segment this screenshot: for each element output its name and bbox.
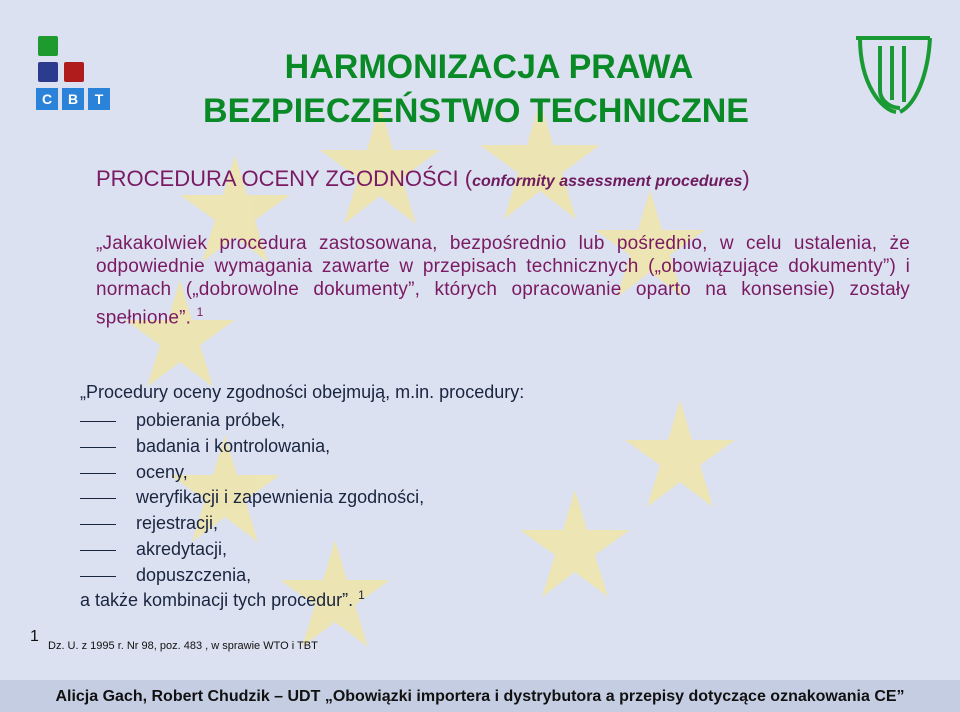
- definition-footnote-ref: 1: [196, 305, 204, 319]
- list-footnote-ref: 1: [358, 588, 365, 602]
- dash-bullet: [80, 447, 116, 448]
- slide: C B T HARMONIZACJA PRAWA BEZPIECZEŃSTWO TECHNICZNE PROCEDURA OCENY ZGODNOŚCI (conformity assessment procedures) „Jakakolwiek procedura zastosowana, bezpośrednio lub pośrednio, w celu ustalenia, że odpowiednie wymagania zawarte w przepisach technicznych („obowiązujące dokumenty”) i normach („dobrowolne dokumenty”, których opracowanie oparto na konsensie) zostały spełnione”. $^1$ „Procedury oceny zgodności obejmują, m.in. procedury: pobierania próbek, badania i kontrolowania, oceny, weryfikacji i zapewnienia zgodności, rejestracji, akredytacji, dopuszczenia, a także kombinacji tych procedur”. $^1$ 1 Dz. U. z 1995 r. Nr 98, poz. 483 , w sprawie WTO i TBT: [0, 0, 960, 680]
- list-closing: [80, 588, 365, 611]
- definition-text: „Jakakolwiek procedura zastosowana, bezpośrednio lub pośrednio, w celu ustalenia, że odpowiednie wymagania zawarte w przepisach technicznych („obowiązujące dokumenty”) i normach („dobrowolne dokumenty”, których opracowanie oparto na konsensie) zostały spełnione”.: [96, 233, 910, 329]
- dash-bullet: [80, 576, 116, 577]
- dash-bullet: [80, 524, 116, 525]
- dash-bullet: [80, 421, 116, 422]
- footnote-text: Dz. U. z 1995 r. Nr 98, poz. 483 , w sprawie WTO i TBT: [48, 640, 318, 652]
- dash-bullet: [80, 498, 116, 499]
- dash-bullet: [80, 473, 116, 474]
- subtitle: [96, 166, 750, 192]
- cbt-letter-t: T: [88, 88, 110, 110]
- star-icon: [625, 400, 735, 507]
- list-closing-text: a także kombinacji tych procedur”.: [80, 590, 354, 610]
- cbt-letter-c: C: [36, 88, 58, 110]
- title-line-1: HARMONIZACJA PRAWA: [284, 48, 694, 86]
- subtitle-main: PROCEDURA OCENY ZGODNOŚCI (: [96, 166, 473, 191]
- footer-text: Alicja Gach, Robert Chudzik – UDT „Obowiązki importera i dystrybutora a przepisy dotyczące oznakowania CE”: [55, 688, 905, 705]
- list-intro: „Procedury oceny zgodności obejmują, m.in. procedury:: [80, 382, 525, 402]
- title-line-2: BEZPIECZEŃSTWO TECHNICZNE: [203, 92, 749, 130]
- footer-bar: [0, 680, 960, 712]
- star-icon: [520, 490, 630, 597]
- cbt-letter-b: B: [62, 88, 84, 110]
- dash-bullet: [80, 550, 116, 551]
- footnote-mark: 1: [30, 628, 39, 645]
- definition-paragraph: [96, 232, 910, 329]
- subtitle-english: conformity assessment procedures: [472, 173, 743, 190]
- subtitle-close: ): [742, 166, 750, 191]
